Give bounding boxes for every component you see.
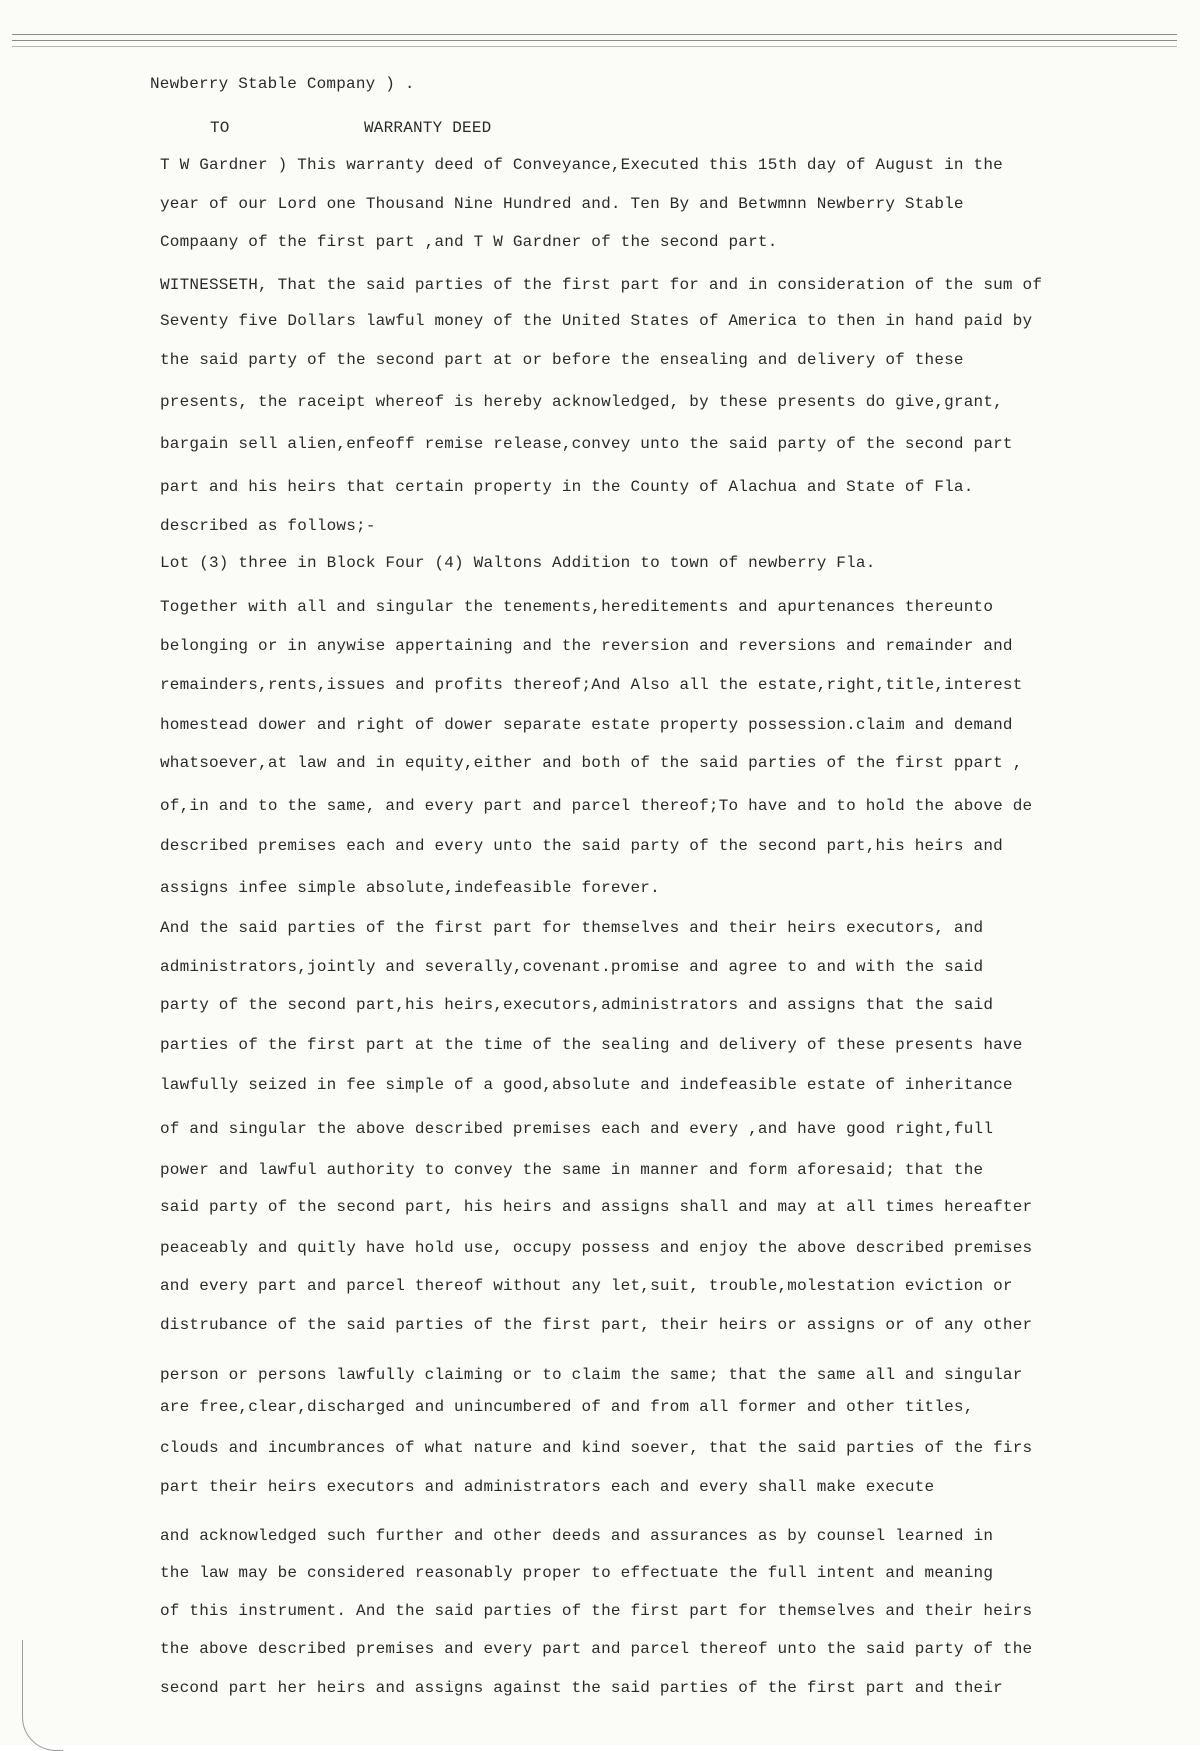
body-line: peaceably and quitly have hold use, occupy possess and enjoy the above described premises [160, 1239, 1033, 1257]
body-line: year of our Lord one Thousand Nine Hundred and. Ten By and Betwmnn Newberry Stable [160, 195, 964, 213]
top-rule [12, 46, 1177, 47]
document-title: WARRANTY DEED [364, 119, 492, 137]
body-line: person or persons lawfully claiming or to claim the same; that the same all and singular [160, 1366, 1023, 1384]
body-line: of,in and to the same, and every part and parcel thereof;To have and to hold the above de [160, 797, 1033, 815]
body-line: of this instrument. And the said parties of the first part for themselves and their heirs [160, 1602, 1033, 1620]
body-line: are free,clear,discharged and unincumbered of and from all former and other titles, [160, 1398, 974, 1416]
body-line: parties of the first part at the time of the sealing and delivery of these presents have [160, 1036, 1023, 1054]
body-line: and acknowledged such further and other deeds and assurances as by counsel learned in [160, 1527, 994, 1545]
top-rule [12, 40, 1177, 41]
body-line: the law may be considered reasonably proper to effectuate the full intent and meaning [160, 1564, 994, 1582]
body-line: bargain sell alien,enfeoff remise release,convey unto the said party of the second part [160, 435, 1013, 453]
body-line: party of the second part,his heirs,executors,administrators and assigns that the said [160, 996, 994, 1014]
body-line: clouds and incumbrances of what nature and kind soever, that the said parties of the firs [160, 1439, 1033, 1457]
body-line: remainders,rents,issues and profits thereof;And Also all the estate,right,title,interest [160, 676, 1023, 694]
body-line: Seventy five Dollars lawful money of the United States of America to then in hand paid by [160, 312, 1033, 330]
body-line: belonging or in anywise appertaining and the reversion and reversions and remainder and [160, 637, 1013, 655]
body-line: part and his heirs that certain property in the County of Alachua and State of Fla. [160, 478, 974, 496]
body-line: administrators,jointly and severally,covenant.promise and agree to and with the said [160, 958, 984, 976]
body-line: T W Gardner ) This warranty deed of Conveyance,Executed this 15th day of August in the [160, 156, 1003, 174]
body-line: homestead dower and right of dower separate estate property possession.claim and demand [160, 716, 1013, 734]
body-line: presents, the raceipt whereof is hereby acknowledged, by these presents do give,grant, [160, 393, 1003, 411]
body-line: assigns infee simple absolute,indefeasible forever. [160, 879, 660, 897]
body-line: part their heirs executors and administrators each and every shall make execute [160, 1478, 935, 1496]
body-line: distrubance of the said parties of the first part, their heirs or assigns or of any other [160, 1316, 1033, 1334]
body-line: the said party of the second part at or before the ensealing and delivery of these [160, 351, 964, 369]
body-line: described as follows;- [160, 517, 376, 535]
body-line: second part her heirs and assigns against the said parties of the first part and their [160, 1679, 1003, 1697]
body-line: Lot (3) three in Block Four (4) Waltons Addition to town of newberry Fla. [160, 554, 876, 572]
caption-line: Newberry Stable Company ) . [150, 75, 415, 93]
body-line: Compaany of the first part ,and T W Gardner of the second part. [160, 233, 778, 251]
top-rule [12, 34, 1177, 35]
heading-to: TO [210, 119, 230, 137]
body-line: described premises each and every unto the said party of the second part,his heirs and [160, 837, 1003, 855]
body-line: whatsoever,at law and in equity,either and both of the said parties of the first ppart , [160, 754, 1023, 772]
body-line: And the said parties of the first part for themselves and their heirs executors, and [160, 919, 984, 937]
body-line: and every part and parcel thereof without any let,suit, trouble,molestation eviction or [160, 1277, 1013, 1295]
page-edge-curve [22, 1640, 63, 1751]
body-line: power and lawful authority to convey the same in manner and form aforesaid; that the [160, 1161, 984, 1179]
body-line: Together with all and singular the tenements,hereditements and apurtenances thereunto [160, 598, 994, 616]
body-line: said party of the second part, his heirs and assigns shall and may at all times hereafter [160, 1198, 1033, 1216]
body-line: the above described premises and every part and parcel thereof unto the said party of the [160, 1640, 1033, 1658]
body-line: of and singular the above described premises each and every ,and have good right,full [160, 1120, 994, 1138]
body-line: WITNESSETH, That the said parties of the first part for and in consideration of the sum of [160, 276, 1043, 294]
body-line: lawfully seized in fee simple of a good,absolute and indefeasible estate of inheritance [160, 1076, 1013, 1094]
